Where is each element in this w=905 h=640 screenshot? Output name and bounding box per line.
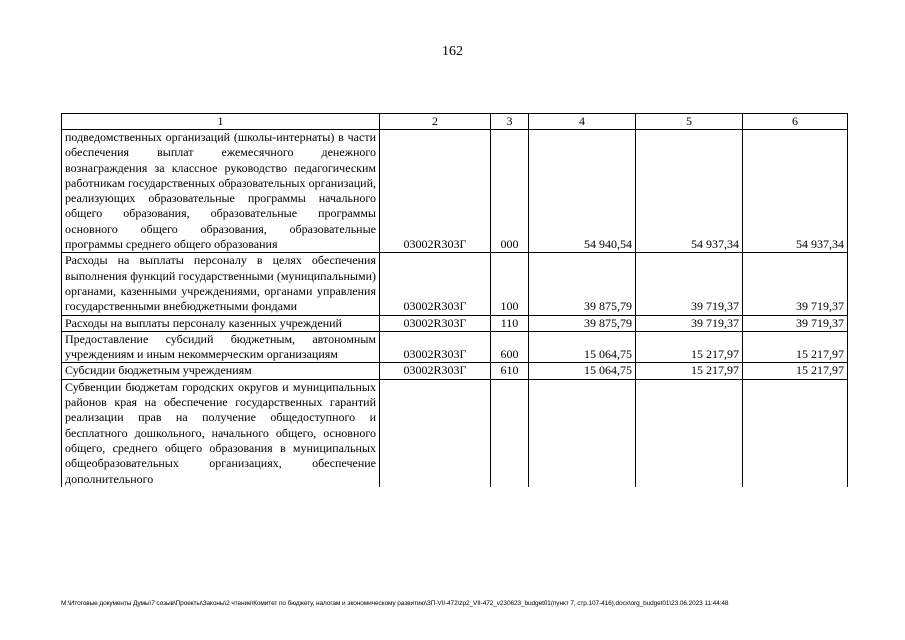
table-row [62,130,848,253]
row-value-col5: 39 719,37 [636,253,743,315]
row-value-col4: 39 875,79 [529,315,636,331]
column-header-4: 4 [529,114,636,130]
row-value-col6: 39 719,37 [743,253,848,315]
row-name: Расходы на выплаты персоналу в целях обеспечения выполнения функций государственными (муниципальными) органами, казенными учреждениями, органами управления государственными внебюджетными фондами [62,253,380,315]
row-name: Расходы на выплаты персоналу казенных учреждений [62,315,380,331]
column-header-2: 2 [380,114,491,130]
budget-table [61,113,848,487]
table-row [62,379,848,487]
table-header-row [62,114,848,130]
row-value-col5: 15 217,97 [636,331,743,363]
row-code: 03002R303Г [380,253,491,315]
row-value-col4: 15 064,75 [529,363,636,379]
row-type [491,379,529,487]
row-type: 000 [491,130,529,253]
footer-file-path: M:\Итоговые документы Думы\7 созыв\Проекты\Законы\2 чтение\Комитет по бюджету, налогам и экономическому развитию\ЗП-VII-472\zp2_VII-472_v230623_budget01(пункт 7, стр.107-416).docx\org_budget01\23.06.2023 11:44:48 [61,600,729,607]
row-type: 600 [491,331,529,363]
row-name: подведомственных организаций (школы-интернаты) в части обеспечения выплат ежемесячного денежного вознаграждения за классное руководство педагогическим работникам государственных образовательных организаций, реализующих образовательные программы начального общего образования, образовательные программы основного общего образования, образовательные программы среднего общего образования [62,130,380,253]
row-value-col5: 15 217,97 [636,363,743,379]
table-row [62,253,848,315]
row-value-col6: 54 937,34 [743,130,848,253]
row-value-col6: 15 217,97 [743,363,848,379]
column-header-3: 3 [491,114,529,130]
column-header-6: 6 [743,114,848,130]
row-value-col6 [743,379,848,487]
row-code: 03002R303Г [380,130,491,253]
row-type: 100 [491,253,529,315]
table-row [62,363,848,379]
row-value-col4 [529,379,636,487]
table-row [62,315,848,331]
row-code: 03002R303Г [380,363,491,379]
row-type: 610 [491,363,529,379]
row-type: 110 [491,315,529,331]
row-value-col4: 39 875,79 [529,253,636,315]
row-name: Субсидии бюджетным учреждениям [62,363,380,379]
row-value-col6: 39 719,37 [743,315,848,331]
page-number: 162 [442,44,463,59]
row-value-col4: 15 064,75 [529,331,636,363]
row-value-col6: 15 217,97 [743,331,848,363]
row-value-col5: 54 937,34 [636,130,743,253]
row-value-col5 [636,379,743,487]
row-value-col4: 54 940,54 [529,130,636,253]
row-code [380,379,491,487]
row-code: 03002R303Г [380,331,491,363]
row-name: Предоставление субсидий бюджетным, автономным учреждениям и иным некоммерческим организациям [62,331,380,363]
column-header-5: 5 [636,114,743,130]
row-value-col5: 39 719,37 [636,315,743,331]
row-code: 03002R303Г [380,315,491,331]
table-row [62,331,848,363]
column-header-1: 1 [62,114,380,130]
row-name: Субвенции бюджетам городских округов и муниципальных районов края на обеспечение государственных гарантий реализации прав на получение общедоступного и бесплатного дошкольного, начального общего, основного общего, среднего общего образования в муниципальных общеобразовательных организациях, обеспечение дополнительного [62,379,380,487]
